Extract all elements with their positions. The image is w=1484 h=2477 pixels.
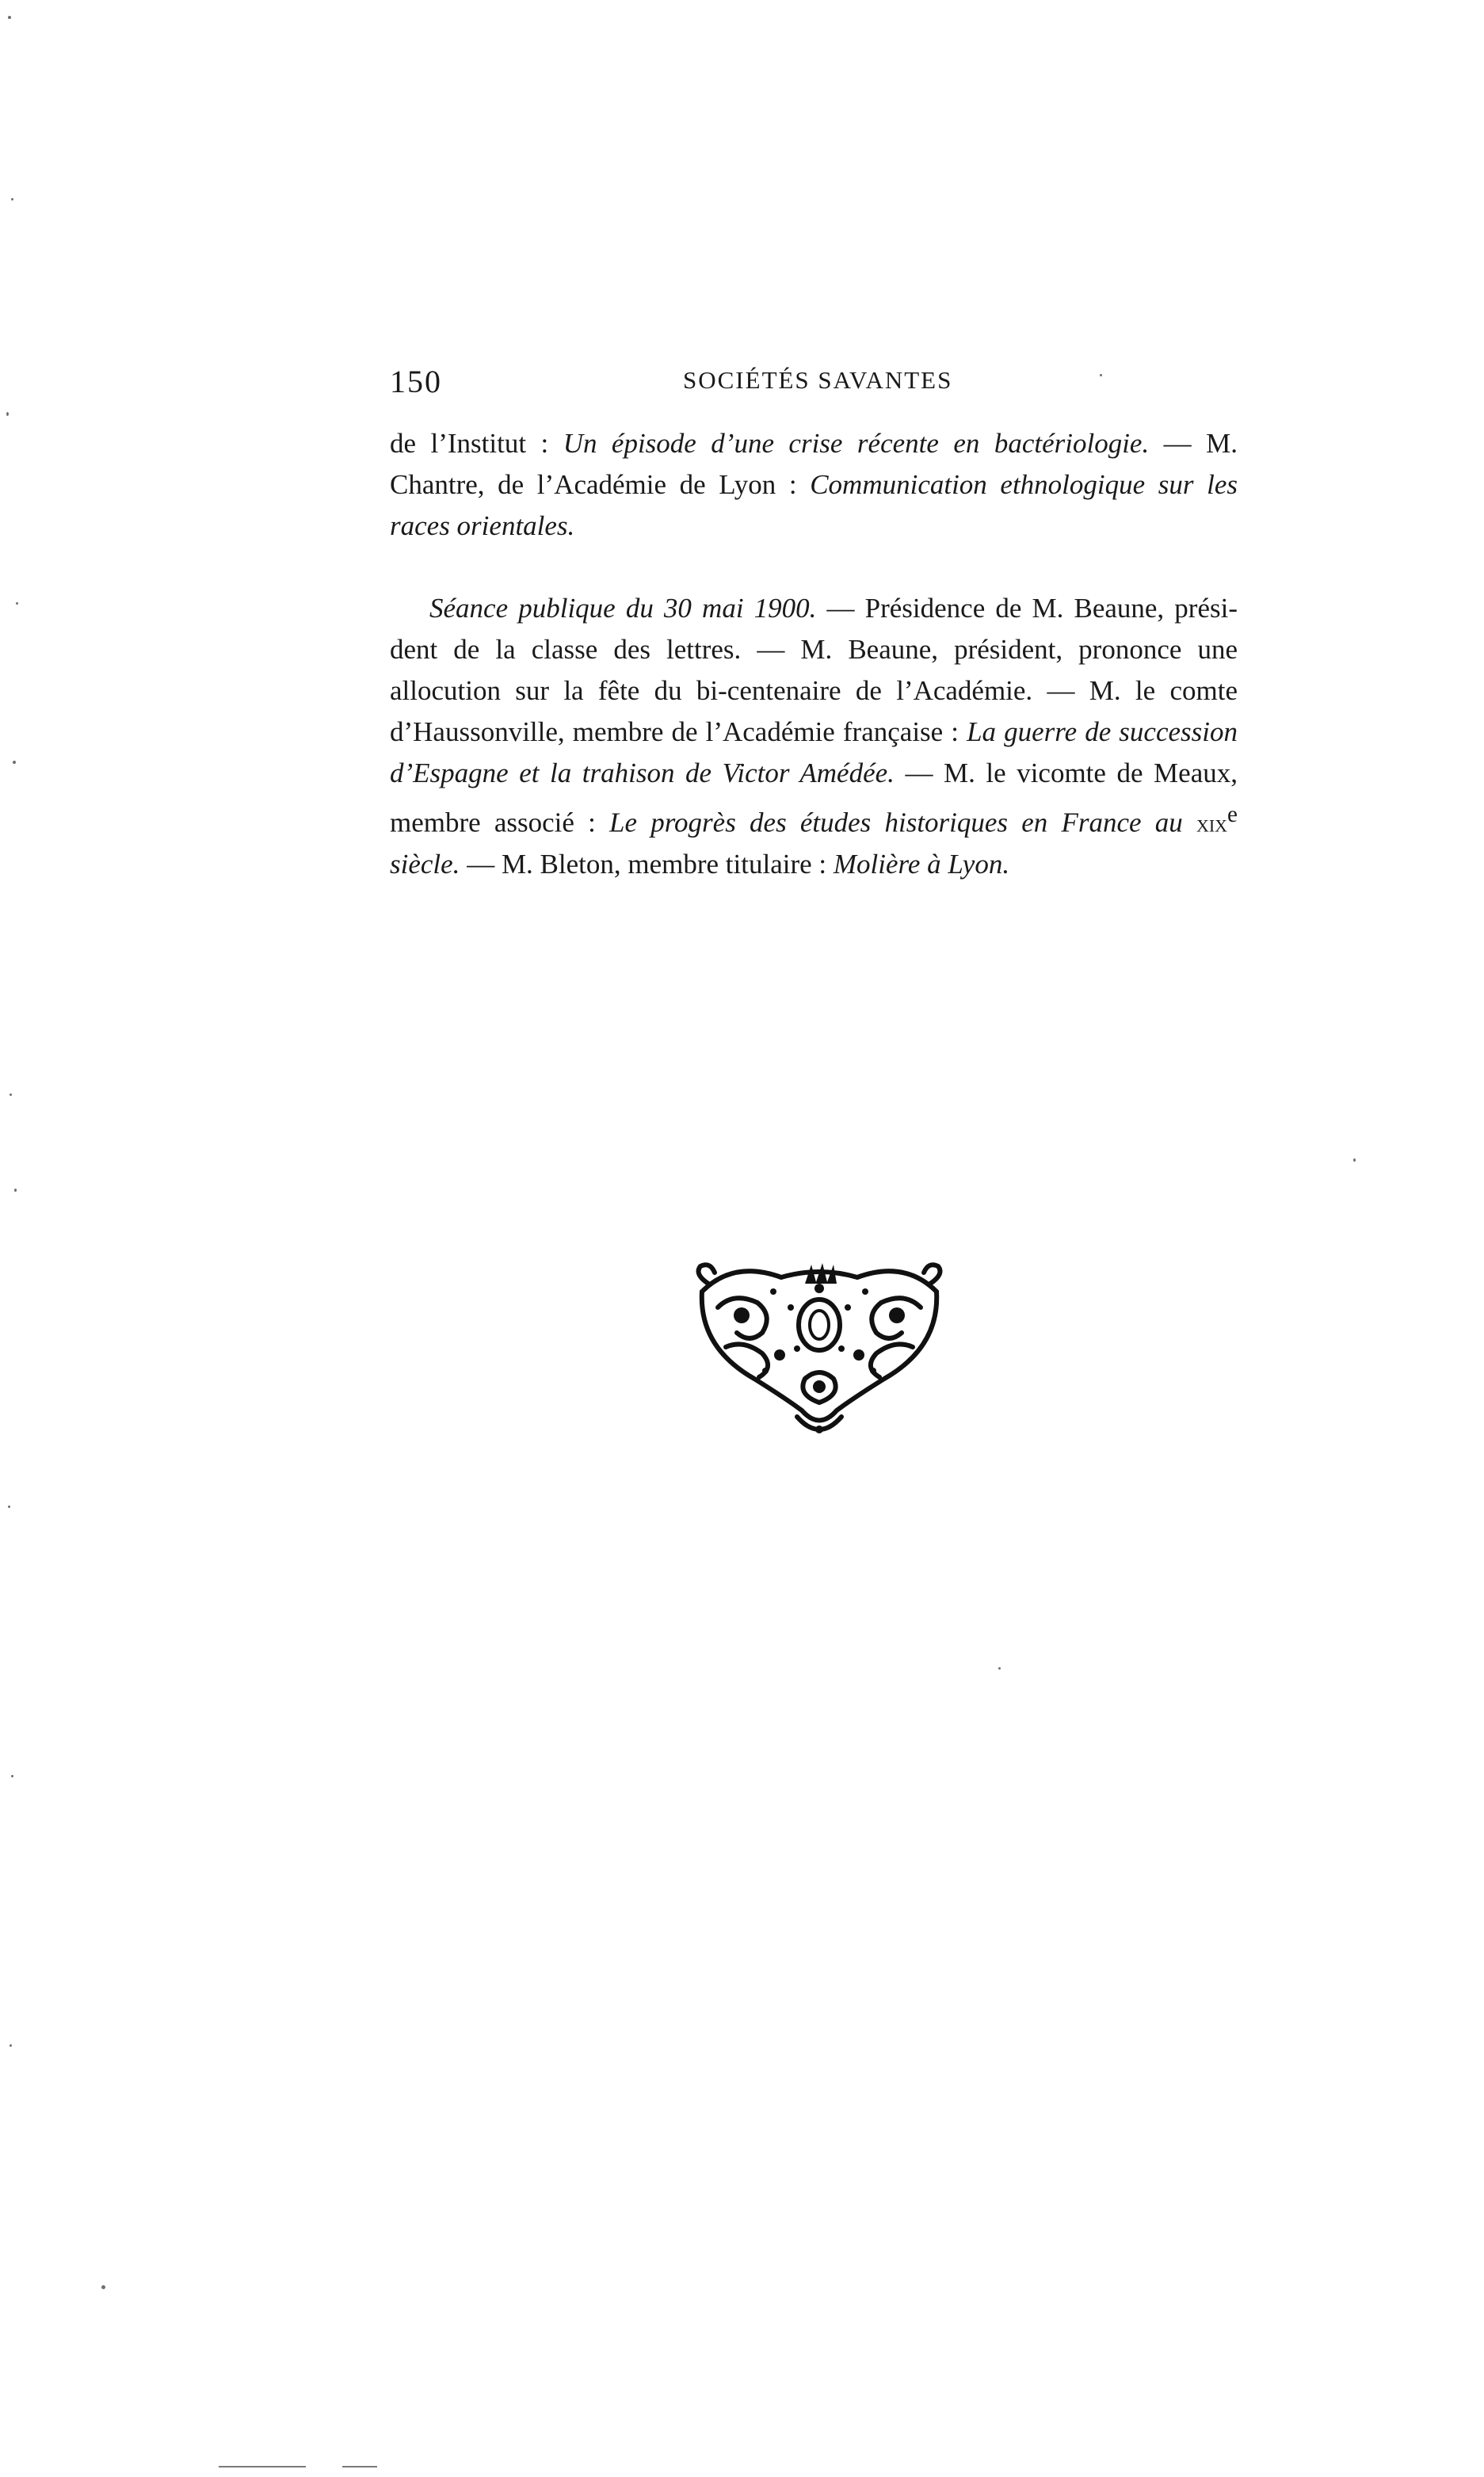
paragraph-continuation xyxy=(390,423,1238,547)
scan-speck xyxy=(1353,1158,1356,1162)
italic-title: La guerre de succession d’Espagne et la trahison de Victor Amédée. xyxy=(390,716,1238,788)
scan-speck xyxy=(14,1189,17,1192)
superscript: e xyxy=(1227,802,1238,827)
scan-speck xyxy=(16,602,18,605)
scan-rule xyxy=(342,2466,377,2467)
scan-speck xyxy=(8,16,11,19)
paragraph-seance-publique xyxy=(390,588,1238,885)
scan-speck xyxy=(11,198,13,200)
page-number: 150 xyxy=(390,364,442,399)
scan-speck xyxy=(998,1667,1001,1670)
fleuron-ornament-icon xyxy=(686,1260,952,1444)
italic-title: Le progrès des études historiques en France au xyxy=(609,807,1196,838)
scan-speck xyxy=(11,1775,13,1777)
paragraph-text: — Présidence de M. Beaune, président de la classe des lettres. — M. Beaune, président, prononce une allocution sur la fête du bi-centenaire de l’Académie. — M. le comte d’Haussonville, membre de l’Académie française : xyxy=(390,593,1238,747)
scan-speck xyxy=(1100,374,1102,376)
scan-speck xyxy=(6,412,9,416)
scan-speck xyxy=(13,761,16,764)
running-head xyxy=(390,363,1238,403)
scan-speck xyxy=(101,2285,105,2289)
paragraph-text: — M. Bleton, membre titulaire : xyxy=(460,848,834,880)
running-title: SOCIÉTÉS SAVANTES xyxy=(683,366,953,394)
scan-rule xyxy=(219,2466,306,2467)
scan-speck xyxy=(8,1506,10,1508)
paragraph-text: — M. le vicomte de Meaux, membre associé : xyxy=(390,758,1238,838)
small-caps-numeral: xix xyxy=(1196,808,1228,838)
paragraph-text: de l’Institut : xyxy=(390,428,563,459)
italic-title: Un épisode d’une crise récente en bactériologie. xyxy=(563,428,1150,459)
italic-title: siècle. xyxy=(390,848,460,880)
scan-speck xyxy=(10,2044,12,2047)
scan-speck xyxy=(10,1093,12,1096)
italic-title: Communication ethnologique sur les races orientales. xyxy=(390,469,1238,541)
italic-heading: Séance publique du 30 mai 1900. xyxy=(429,593,817,624)
paragraph-text: — M. Chantre, de l’Académie de Lyon : xyxy=(390,428,1238,500)
italic-title: Molière à Lyon. xyxy=(833,848,1010,880)
